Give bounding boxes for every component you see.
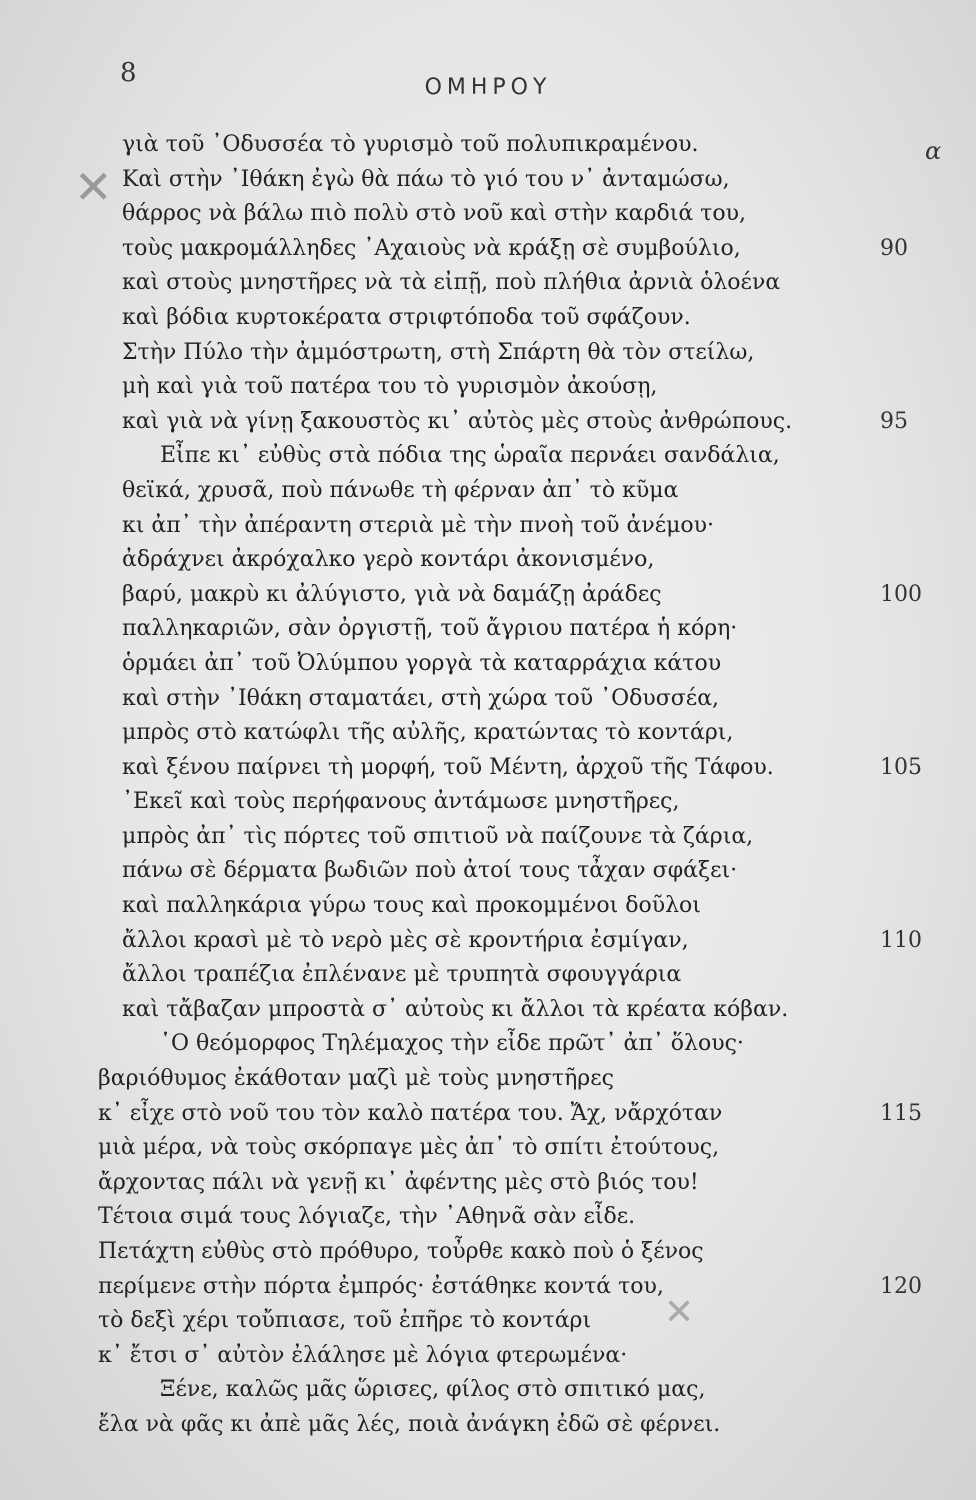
verse-line-text: πάνω σὲ δέρματα βωδιῶν ποὺ ἀτοί τους τἆχαν σφάξει· [122, 858, 738, 884]
verse-line [0, 1097, 976, 1132]
running-head: ΟΜΗΡΟΥ [424, 75, 552, 100]
verse-line-text: τοὺς μακρομάλληδες ᾽Αχαιοὺς νὰ κράξῃ σὲ συμβούλιο, [122, 235, 741, 261]
verse-line-text: γιὰ τοῦ ᾽Οδυσσέα τὸ γυρισμὸ τοῦ πολυπικραμένου. [122, 132, 699, 157]
verse-line [0, 647, 976, 682]
verse-line [0, 1270, 976, 1305]
verse-line-text: βαρύ, μακρὺ κι ἀλύγιστο, γιὰ νὰ δαμάζῃ ἀράδες [122, 581, 662, 607]
verse-line-text: κι ἀπ᾽ τὴν ἀπέραντη στεριὰ μὲ τὴν πνοὴ τοῦ ἀνέμου· [122, 512, 715, 538]
verse-line-text: καὶ στὴν ᾽Ιθάκη σταματάει, στὴ χώρα τοῦ ᾽Οδυσσέα, [122, 685, 720, 711]
book-marker: α [925, 137, 942, 165]
verse-line-text: περίμενε στὴν πόρτα ἐμπρός· ἐστάθηκε κοντά του, [98, 1273, 664, 1299]
verse-line [0, 924, 976, 959]
line-number: 110 [880, 927, 922, 953]
verse-line-text: ῾Ο θεόμορφος Τηλέμαχος τὴν εἶδε πρῶτ᾽ ἀπ᾽ ὅλους· [160, 1031, 744, 1057]
page-number: 8 [120, 58, 137, 88]
verse-line [0, 370, 976, 405]
verse-line-text: ἄλλοι τραπέζια ἐπλένανε μὲ τρυπητὰ σφουγγάρια [122, 962, 682, 988]
verse-line [0, 820, 976, 855]
verse-line [0, 509, 976, 544]
verse-line-text: ἄρχοντας πάλι νὰ γενῇ κι᾽ ἀφέντης μὲς στὸ βιός του! [98, 1169, 699, 1195]
verse-line-text: Στὴν Πύλο τὴν ἀμμόστρωτη, στὴ Σπάρτη θὰ τὸν στείλω, [122, 339, 755, 365]
verse-line-text: βαριόθυμος ἐκάθοταν μαζὶ μὲ τοὺς μνηστῆρες [98, 1066, 614, 1092]
line-number: 105 [880, 754, 922, 780]
verse-line-text: κ᾽ εἶχε στὸ νοῦ του τὸν καλὸ πατέρα του. Ἄχ, νἄρχόταν [98, 1100, 723, 1126]
verse-line [0, 301, 976, 336]
verse-line-text: μιὰ μέρα, νὰ τοὺς σκόρπαγε μὲς ἀπ᾽ τὸ σπίτι ἐτούτους, [98, 1135, 720, 1161]
pencil-x-mark-icon: ✕ [74, 160, 113, 214]
verse-line [0, 612, 976, 647]
verse-line [0, 1408, 976, 1443]
verse-line [0, 993, 976, 1028]
verse-line-text: θάρρος νὰ βάλω πιὸ πολὺ στὸ νοῦ καὶ στὴν καρδιά του, [122, 201, 746, 227]
verse-line-text: καὶ στοὺς μνηστῆρες νὰ τὰ εἰπῇ, ποὺ πλήθια ἀρνιὰ ὁλοένα [122, 270, 781, 296]
pencil-x-mark-icon: ✕ [664, 1292, 695, 1333]
verse-line [0, 543, 976, 578]
line-number: 100 [880, 581, 922, 607]
verse-line [0, 716, 976, 751]
verse-line-text: ᾽Εκεῖ καὶ τοὺς περήφανους ἀντάμωσε μνηστῆρες, [122, 789, 680, 815]
verse-line [0, 1304, 976, 1339]
verse-line-text: καὶ γιὰ νὰ γίνῃ ξακουστὸς κι᾽ αὐτὸς μὲς στοὺς ἀνθρώπους. [122, 408, 793, 434]
verse-line [0, 1200, 976, 1235]
verse-line-text: Ξένε, καλῶς μᾶς ὥρισες, φίλος στὸ σπιτικό μας, [160, 1377, 706, 1403]
verse-line [0, 439, 976, 474]
verse-line [0, 751, 976, 786]
verse-line [0, 163, 976, 198]
verse-line-text: κ᾽ ἔτσι σ᾽ αὐτὸν ἐλάλησε μὲ λόγια φτερωμένα· [98, 1342, 628, 1368]
verse-line-text: τὸ δεξὶ χέρι τοὔπιασε, τοῦ ἐπῆρε τὸ κοντάρι [98, 1308, 592, 1334]
verse-line [0, 854, 976, 889]
verse-line-text: μπρὸς ἀπ᾽ τὶς πόρτες τοῦ σπιτιοῦ νὰ παίζουνε τὰ ζάρια, [122, 823, 754, 849]
verse-line-text: μὴ καὶ γιὰ τοῦ πατέρα του τὸ γυρισμὸν ἀκούσῃ, [122, 374, 658, 400]
verse-line-text: Καὶ στὴν ᾽Ιθάκη ἐγὼ θὰ πάω τὸ γιό του ν᾽ ἀνταμώσω, [122, 166, 730, 192]
verse-line [0, 1131, 976, 1166]
verse-line-text: θεϊκά, χρυσᾶ, ποὺ πάνωθε τὴ φέρναν ἀπ᾽ τὸ κῦμα [122, 477, 679, 503]
verse-line [0, 405, 976, 440]
verse-text [0, 128, 976, 1443]
line-number: 95 [880, 408, 908, 434]
verse-line-text: καὶ βόδια κυρτοκέρατα στριφτόποδα τοῦ σφάζουν. [122, 304, 691, 330]
verse-line-text: ὁρμάει ἀπ᾽ τοῦ Ὀλύμπου γοργὰ τὰ καταρράχια κάτου [122, 650, 722, 676]
verse-line [0, 197, 976, 232]
verse-line [0, 232, 976, 267]
line-number: 115 [880, 1100, 922, 1126]
verse-line-text: ἄλλοι κρασὶ μὲ τὸ νερὸ μὲς σὲ κροντήρια ἐσμίγαν, [122, 927, 689, 953]
line-number: 90 [880, 235, 908, 261]
verse-line-text: Πετάχτη εὐθὺς στὸ πρόθυρο, τοὖρθε κακὸ ποὺ ὁ ξένος [98, 1239, 704, 1264]
verse-line-text: ἀδράχνει ἀκρόχαλκο γερὸ κοντάρι ἀκονισμένο, [122, 547, 655, 573]
verse-line [0, 1373, 976, 1408]
verse-line-text: μπρὸς στὸ κατώφλι τῆς αὐλῆς, κρατώντας τὸ κοντάρι, [122, 720, 734, 746]
verse-line [0, 682, 976, 717]
verse-line-text: Τέτοια σιμά τους λόγιαζε, τὴν ᾽Αθηνᾶ σὰν εἶδε. [98, 1204, 636, 1230]
verse-line [0, 958, 976, 993]
line-number: 120 [880, 1273, 922, 1299]
verse-line [0, 1235, 976, 1270]
verse-line [0, 578, 976, 613]
verse-line [0, 1339, 976, 1374]
verse-line [0, 128, 976, 163]
verse-line [0, 1062, 976, 1097]
verse-line [0, 785, 976, 820]
verse-line-text: καὶ παλληκάρια γύρω τους καὶ προκομμένοι δοῦλοι [122, 893, 701, 919]
verse-line-text: ἔλα νὰ φᾶς κι ἀπὲ μᾶς λές, ποιὰ ἀνάγκη ἐδῶ σὲ φέρνει. [98, 1411, 721, 1437]
verse-line-text: παλληκαριῶν, σὰν ὀργιστῇ, τοῦ ἄγριου πατέρα ἡ κόρη· [122, 616, 738, 642]
verse-line [0, 336, 976, 371]
verse-line [0, 1027, 976, 1062]
verse-line-text: καὶ ξένου παίρνει τὴ μορφή, τοῦ Μέντη, ἀρχοῦ τῆς Τάφου. [122, 754, 774, 780]
verse-line [0, 889, 976, 924]
verse-line [0, 266, 976, 301]
verse-line-text: καὶ τἄβαζαν μπροστὰ σ᾽ αὐτοὺς κι ἄλλοι τὰ κρέατα κόβαν. [122, 996, 789, 1022]
verse-line-text: Εἶπε κι᾽ εὐθὺς στὰ πόδια της ὡραῖα περνάει σανδάλια, [160, 443, 780, 469]
verse-line [0, 1166, 976, 1201]
verse-line [0, 474, 976, 509]
